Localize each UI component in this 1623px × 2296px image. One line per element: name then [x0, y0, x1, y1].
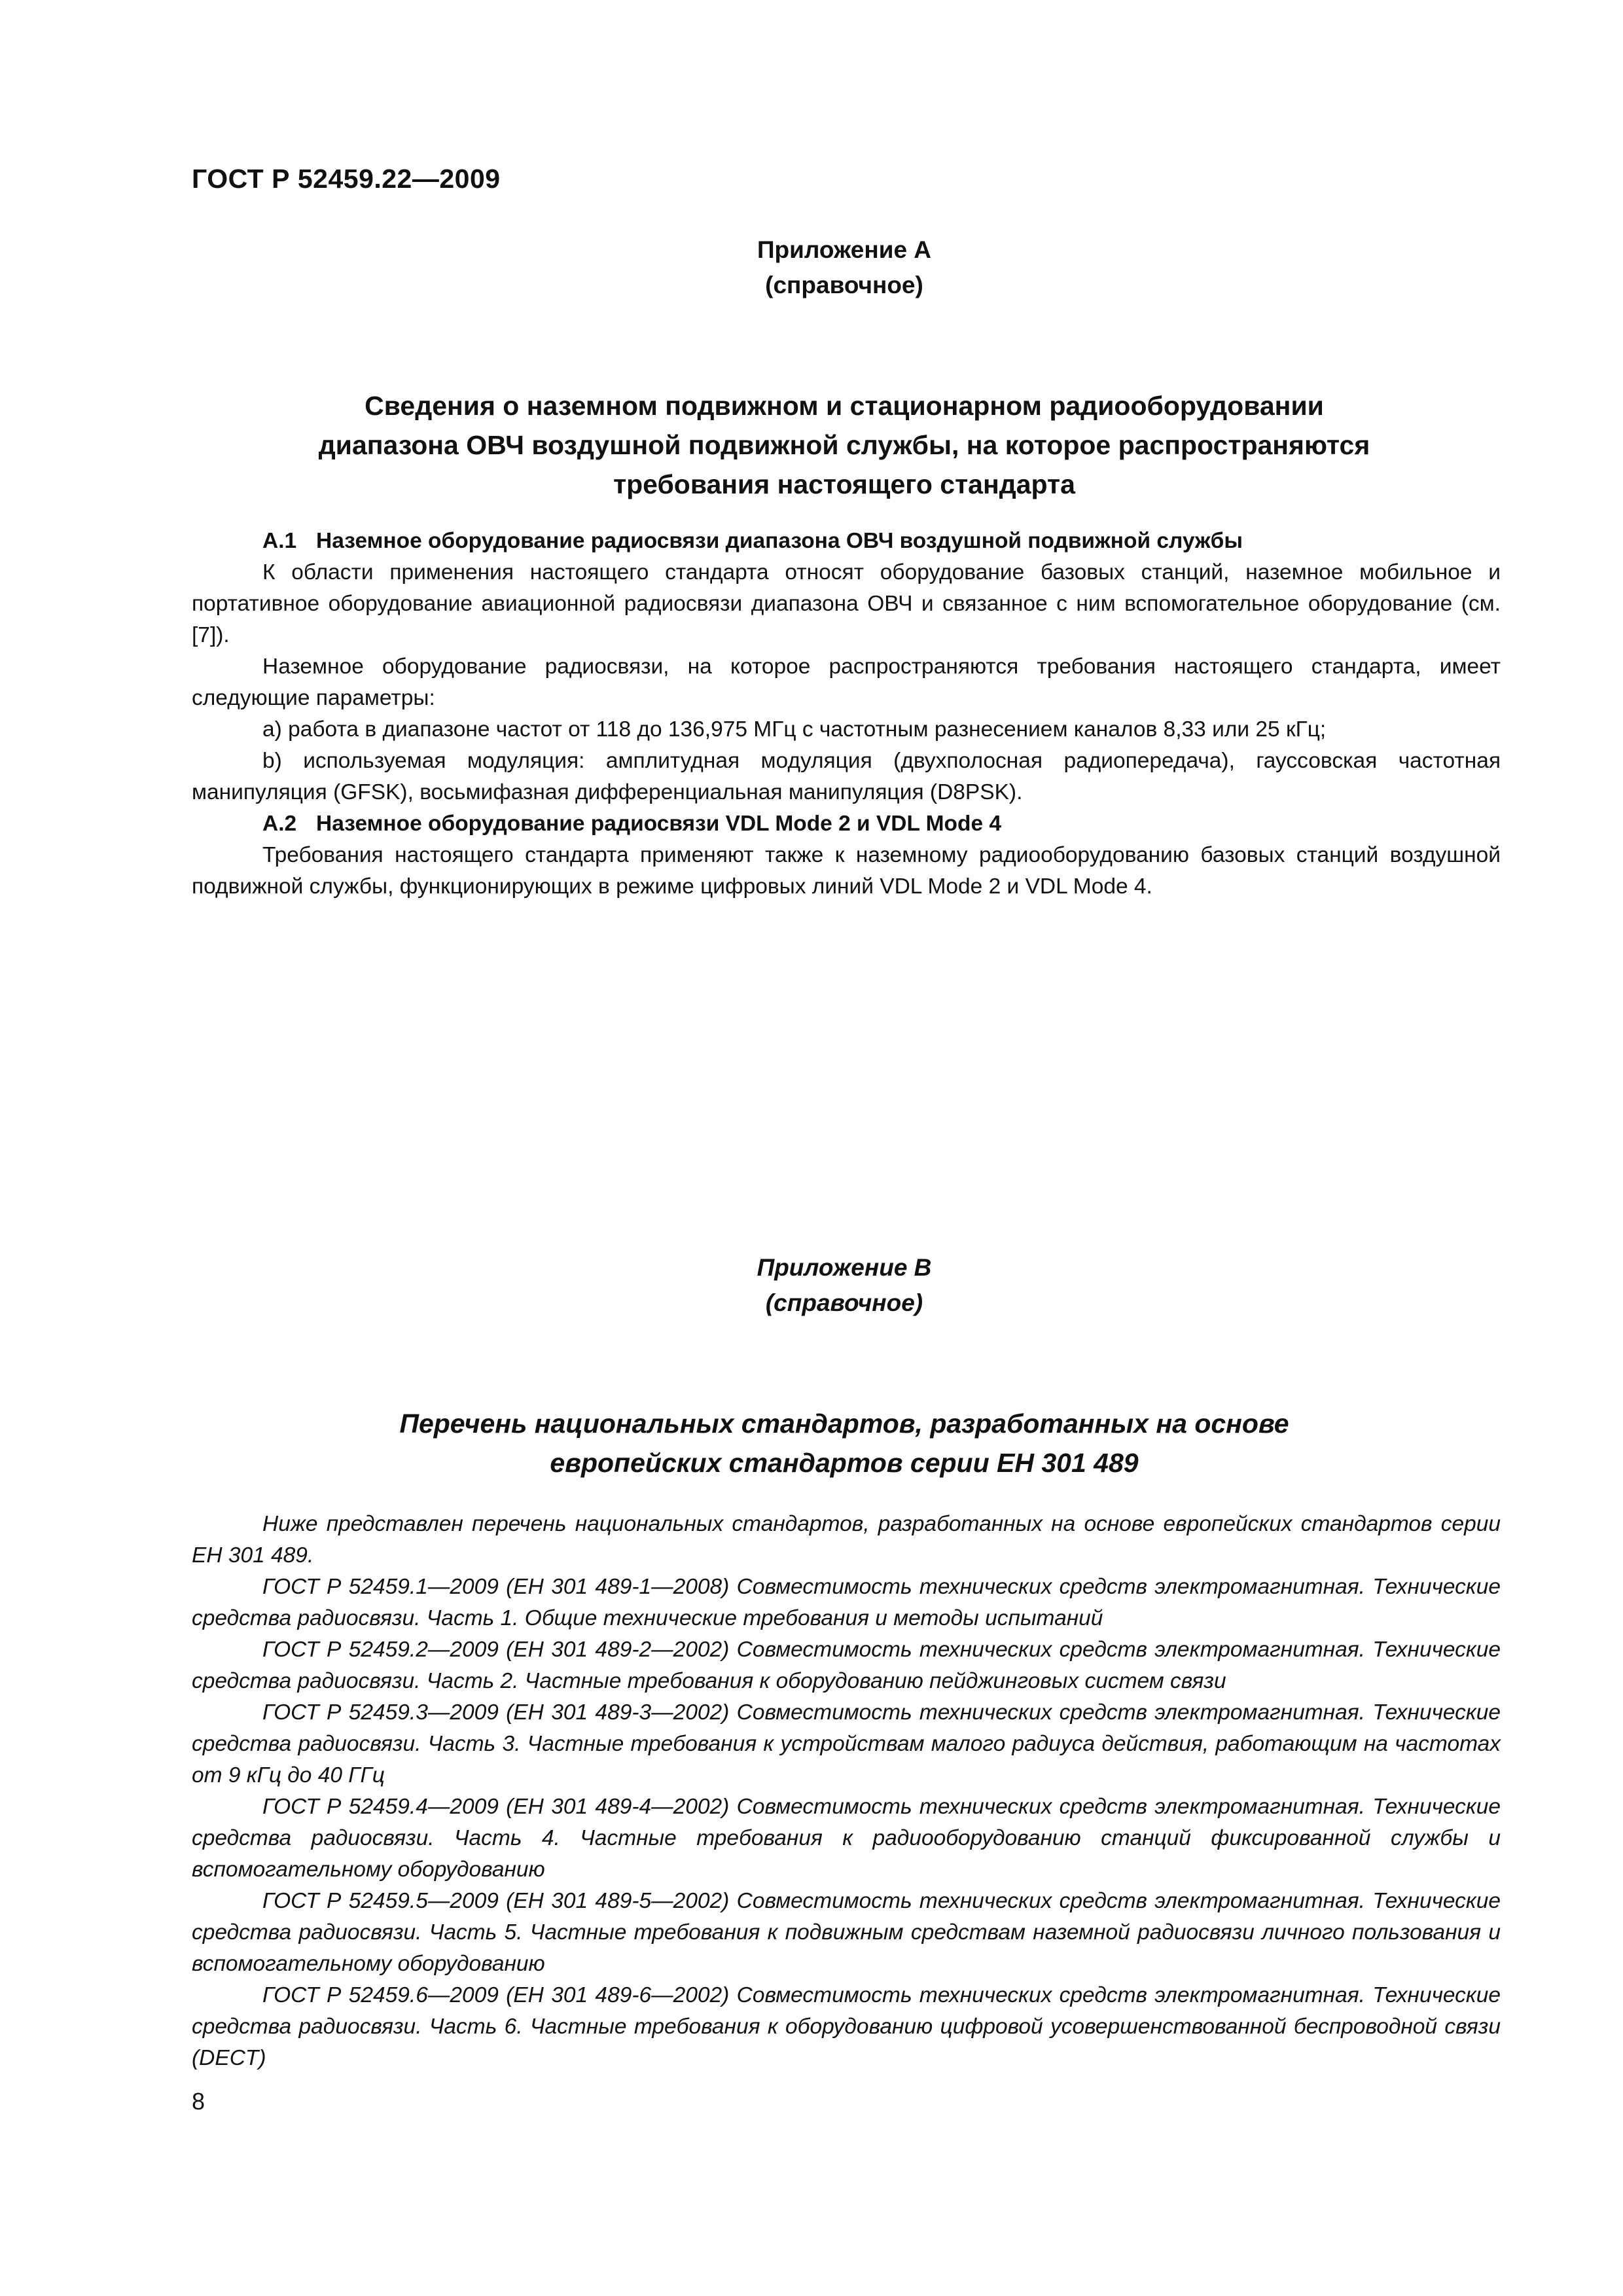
appendix-a-type: (справочное) — [765, 272, 923, 298]
appendix-a-title-line: диапазона ОВЧ воздушной подвижной службы, на которое распространяются — [318, 430, 1370, 460]
section-a1-number: А.1 — [262, 529, 297, 553]
section-a2-title: Наземное оборудование радиосвязи VDL Mode 2 и VDL Mode 4 — [316, 812, 1002, 836]
section-a2-number: А.2 — [262, 812, 297, 836]
appendix-a-title-line: Сведения о наземном подвижном и стационарном радиооборудовании — [365, 391, 1324, 421]
list-item: b) используемая модуляция: амплитудная модуляция (двухполосная радиопередача), гауссовская частотная манипуляция (GFSK), восьмифазная дифференциальная манипуляция (D8PSK). — [192, 749, 1501, 804]
standard-list-item: ГОСТ Р 52459.2—2009 (ЕН 301 489-2—2002) Совместимость технических средств электромагнитная. Технические средства радиосвязи. Часть 2. Частные требования к оборудованию пейджинговых систем связи — [192, 1638, 1501, 1693]
paragraph: Наземное оборудование радиосвязи, на которое распространяются требования настоящего стандарта, имеет следующие параметры: — [192, 655, 1501, 710]
appendix-a-label: Приложение А — [757, 236, 932, 263]
appendix-b-label: Приложение В — [757, 1254, 932, 1281]
appendix-a-title-line: требования настоящего стандарта — [613, 469, 1075, 499]
paragraph: Требования настоящего стандарта применяют также к наземному радиооборудованию базовых станций воздушной подвижной службы, функционирующих в режиме цифровых линий VDL Mode 2 и VDL Mode 4. — [192, 843, 1501, 899]
appendix-b-heading — [713, 1250, 975, 1321]
standard-list-item: ГОСТ Р 52459.5—2009 (ЕН 301 489-5—2002) Совместимость технических средств электромагнитная. Технические средства радиосвязи. Часть 5. Частные требования к подвижным средствам наземной радиосвязи личного пользования и вспомогательному оборудованию — [192, 1889, 1501, 1976]
appendix-a-heading — [713, 232, 975, 303]
appendix-a-body — [192, 526, 1501, 903]
standard-list-item: ГОСТ Р 52459.6—2009 (ЕН 301 489-6—2002) Совместимость технических средств электромагнитная. Технические средства радиосвязи. Часть 6. Частные требования к оборудованию цифровой усовершенствованной беспроводной связи (DECT) — [192, 1983, 1501, 2070]
appendix-a-title — [216, 386, 1472, 504]
page-number: 8 — [192, 2088, 205, 2115]
paragraph: Ниже представлен перечень национальных стандартов, разработанных на основе европейских стандартов серии ЕН 301 489. — [192, 1512, 1501, 1568]
list-item: a) работа в диапазоне частот от 118 до 136,975 МГц с частотным разнесением каналов 8,33 или 25 кГц; — [262, 717, 1327, 742]
paragraph: К области применения настоящего стандарта относят оборудование базовых станций, наземное мобильное и портативное оборудование авиационной радиосвязи диапазона ОВЧ и связанное с ним вспомогательное оборудование (см. [7]). — [192, 560, 1501, 647]
standard-list-item: ГОСТ Р 52459.3—2009 (ЕН 301 489-3—2002) Совместимость технических средств электромагнитная. Технические средства радиосвязи. Часть 3. Частные требования к устройствам малого радиуса действия, работающим на частотах от 9 кГц до 40 ГГц — [192, 1700, 1501, 1787]
section-a1-heading — [192, 526, 1501, 557]
standard-list-item: ГОСТ Р 52459.4—2009 (ЕН 301 489-4—2002) Совместимость технических средств электромагнитная. Технические средства радиосвязи. Часть 4. Частные требования к радиооборудованию станций фиксированной службы и вспомогательному оборудованию — [192, 1795, 1501, 1882]
appendix-b-type: (справочное) — [765, 1289, 923, 1316]
appendix-b-title — [216, 1404, 1472, 1482]
appendix-b-body — [192, 1509, 1501, 2074]
appendix-b-title-line: европейских стандартов серии ЕН 301 489 — [550, 1448, 1139, 1478]
section-a2-heading — [192, 808, 1501, 840]
standard-list-item: ГОСТ Р 52459.1—2009 (ЕН 301 489-1—2008) Совместимость технических средств электромагнитная. Технические средства радиосвязи. Часть 1. Общие технические требования и методы испытаний — [192, 1575, 1501, 1630]
appendix-b-title-line: Перечень национальных стандартов, разработанных на основе — [399, 1408, 1289, 1439]
section-a1-title: Наземное оборудование радиосвязи диапазона ОВЧ воздушной подвижной службы — [316, 529, 1243, 553]
document-code: ГОСТ Р 52459.22—2009 — [192, 164, 501, 194]
